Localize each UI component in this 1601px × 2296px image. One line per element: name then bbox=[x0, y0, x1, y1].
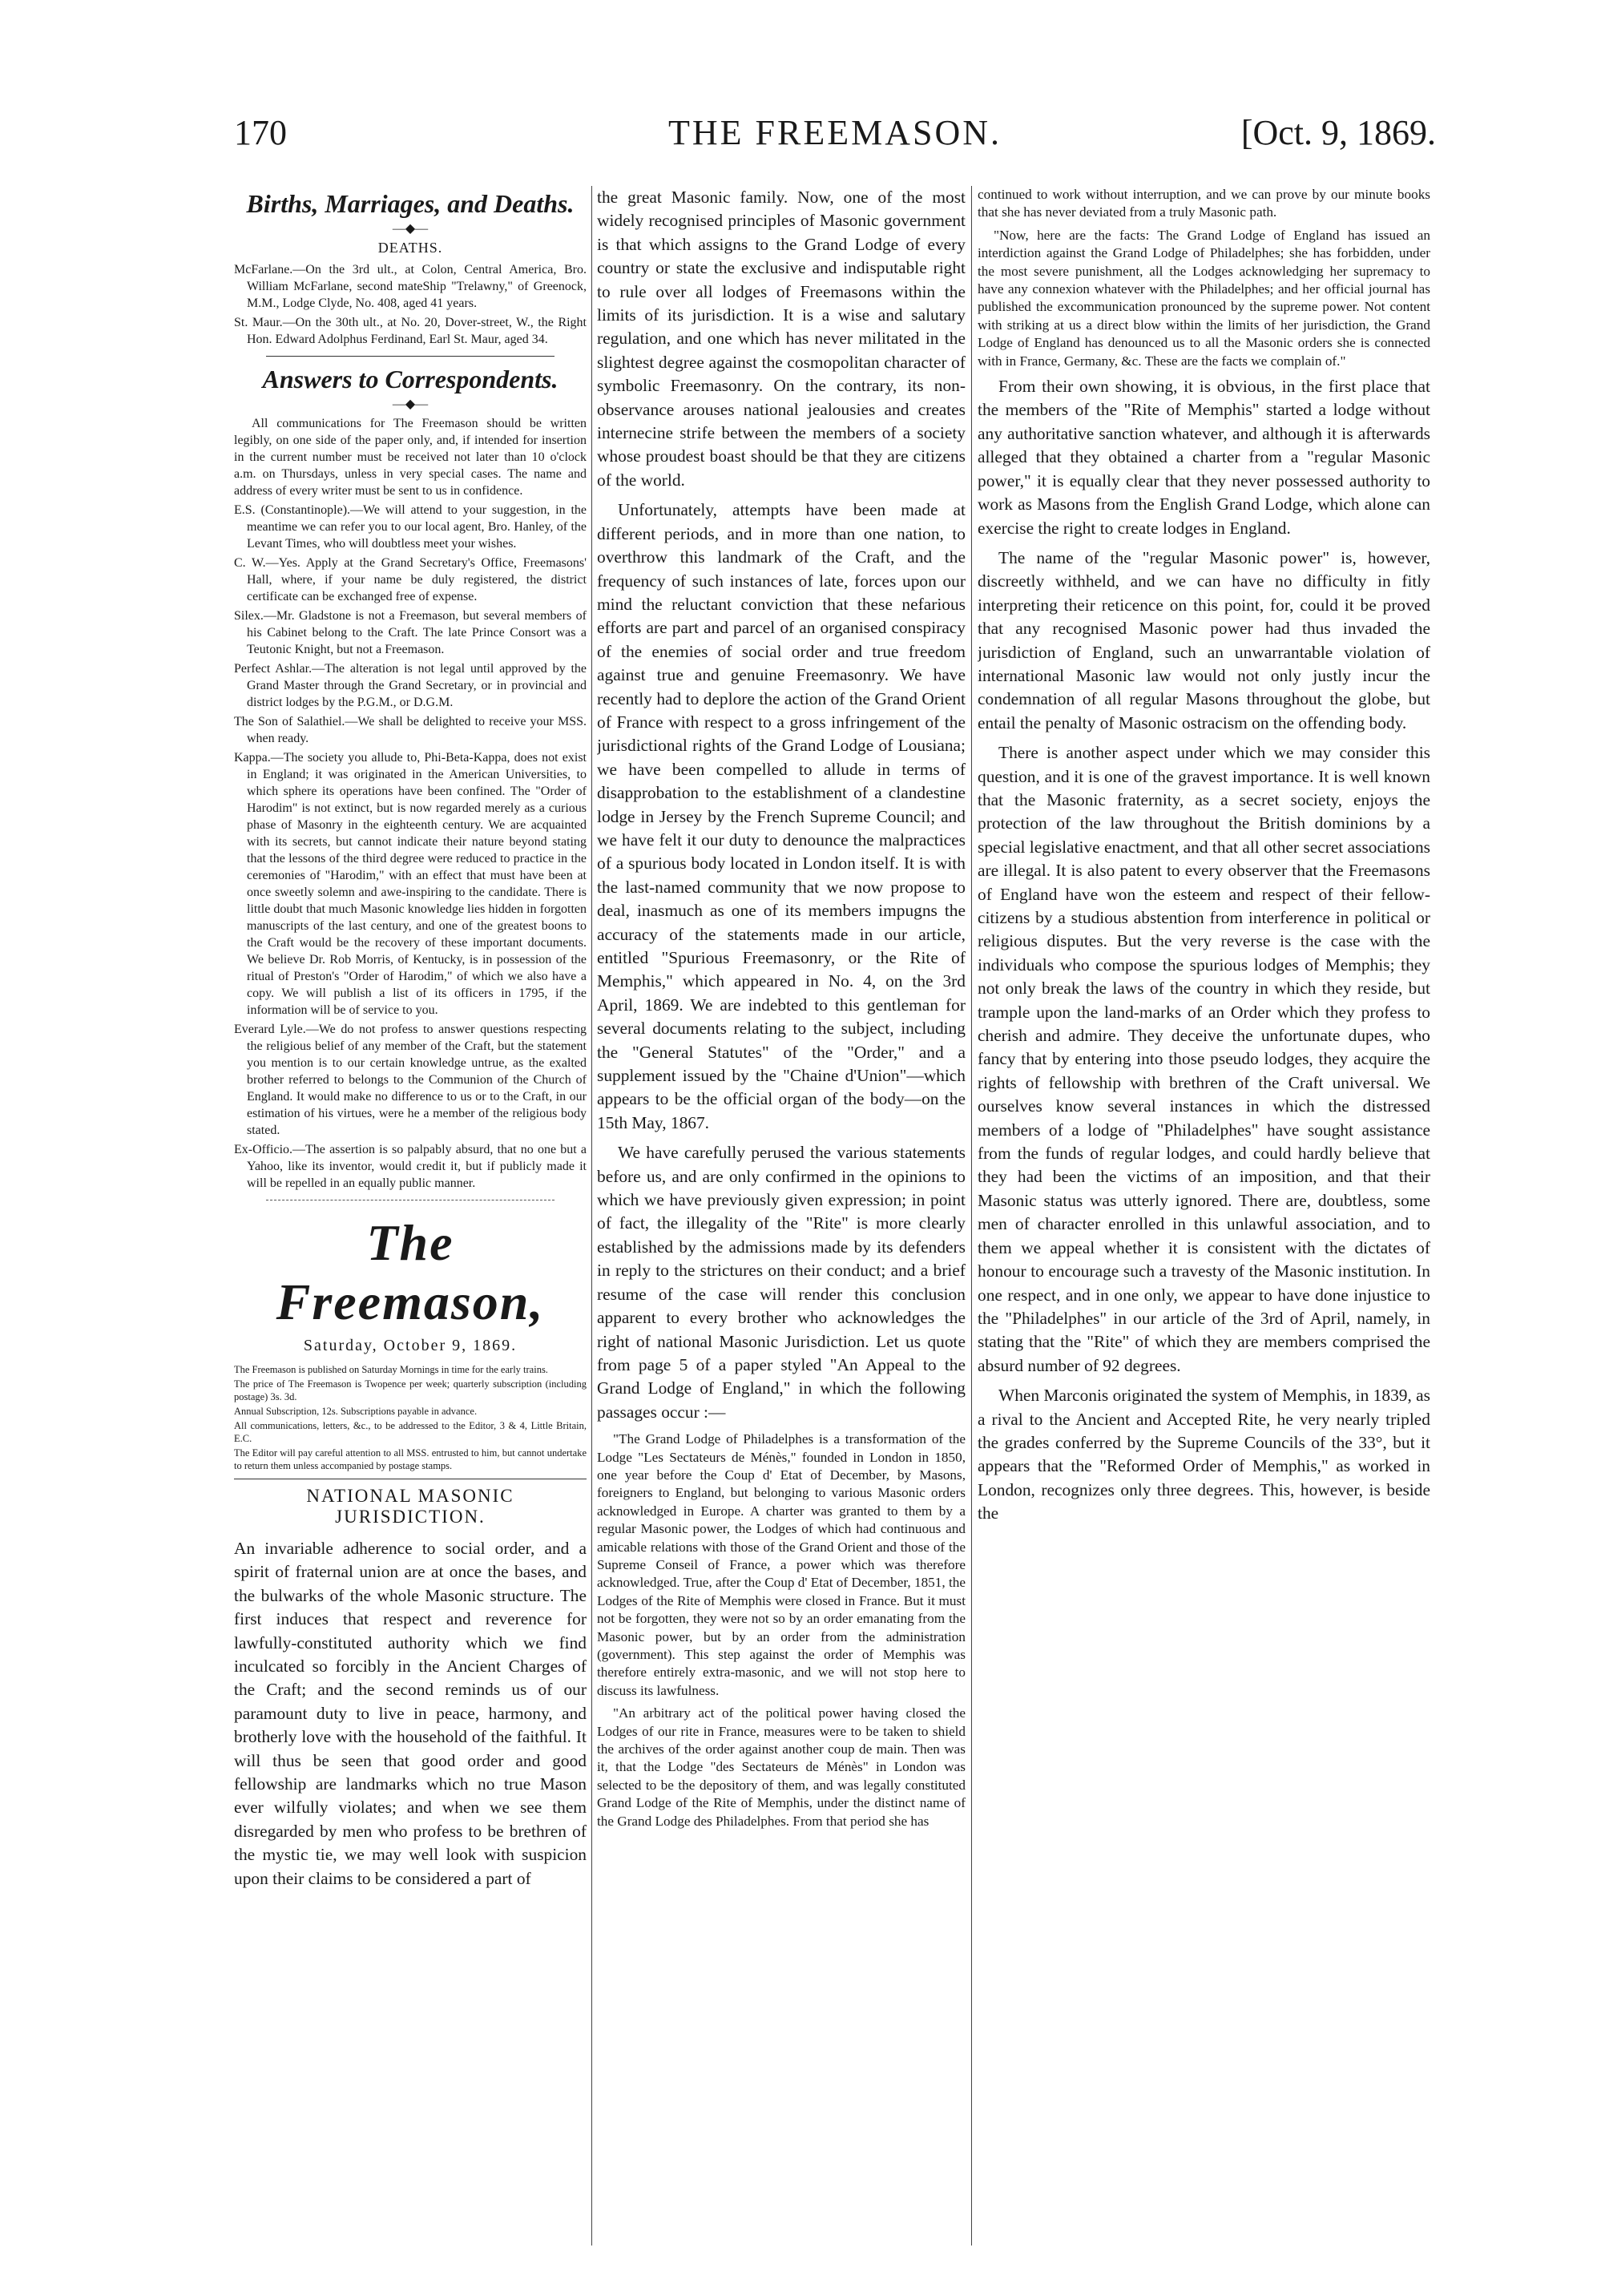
answer-item: Silex.—Mr. Gladstone is not a Freemason, but several members of his Cabinet belong to the Craft. The late Prince Consort was a Teutonic Knight, but not a Freemason. bbox=[234, 609, 587, 656]
running-header bbox=[234, 112, 1436, 160]
article-paragraph: An invariable adherence to social order, and a spirit of fraternal union are at once the bases, and the bulwarks of the whole Masonic structure. The first induces that respect and reverence for lawfully-constituted authority which we find inculcated so forcibly in the Ancient Charges of the Craft; and the second reminds us of our paramount duty to live in peace, harmony, and brotherly love with the household of the faithful. It will thus be seen that good order and good fellowship are landmarks which no true Mason ever wilfully violates; and when we see them disregarded by men who profess to be brethren of the mystic tie, we may well look with suspicion upon their claims to be considered a part of bbox=[234, 1539, 587, 1888]
column-1 bbox=[234, 186, 587, 2248]
ornament: —◆— bbox=[392, 397, 429, 411]
ornament: —◆— bbox=[392, 222, 429, 236]
imprint-line: The price of The Freemason is Twopence per week; quarterly subscription (including postage) 3s. 3d. bbox=[234, 1378, 587, 1402]
column-rule bbox=[971, 186, 972, 2246]
answer-item: Kappa.—The society you allude to, Phi-Beta-Kappa, does not exist in England; it was originated in the American Universities, to which sphere its operations have been confined. The "Order of Harodim" is not extinct, but is now regarded merely as a curious phase of Masonry in the eighteenth century. We are acquainted with its secrets, but cannot indicate their nature beyond stating that the lessons of the third degree were reduced to practice in the ceremonies of "Harodim," with an effect that must have been at once sweetly solemn and awe-inspiring to the candidate. There is little doubt that much Masonic knowledge lies hidden in forgotten manuscripts of the last century, and one of the greatest boons to the Craft would be the recovery of these important documents. We believe Dr. Rob Morris, of Kentucky, is in possession of the ritual of Preston's "Order of Harodim," of which we also have a copy. We will publish a list of its officers in 1795, if the information will be of service to you. bbox=[234, 751, 587, 1017]
answer-item: The Son of Salathiel.—We shall be delighted to receive your MSS. when ready. bbox=[234, 715, 587, 745]
answer-item: Everard Lyle.—We do not profess to answer questions respecting the religious belief of any member of the Craft, but the statement you mention is to our certain knowledge untrue, as the exalted brother referred to belongs to the Communion of the Church of England. It would make no difference to us or to the Craft, in our estimation of his virtues, were he a member of the religious body stated. bbox=[234, 1023, 587, 1137]
imprint-line: Annual Subscription, 12s. Subscriptions payable in advance. bbox=[234, 1406, 478, 1417]
article-paragraph: the great Masonic family. Now, one of the most widely recognised principles of Masonic government is that which assigns to the Grand Lodge of every country or state the exclusive and indisputable right to rule over all lodges of Freemasons within the limits of its jurisdiction. It is a wise and salutary regulation, and one which has never militated in the slightest degree against the cosmopolitan character of symbolic Freemasonry. On the contrary, its non-observance arouses national jealousies and creates internecine strife between the members of a society whose proudest boast should be that they are citizens of the world. bbox=[597, 188, 966, 490]
subheading-deaths: DEATHS. bbox=[377, 240, 443, 256]
column-2 bbox=[597, 186, 966, 2248]
imprint-line: All communications, letters, &c., to be addressed to the Editor, 3 & 4, Little Britain, E.C. bbox=[234, 1420, 587, 1444]
quoted-passage: "An arbitrary act of the political power having closed the Lodges of our rite in France, measures were to be taken to shield the archives of the order against another coup de main. Then was it, that the Lodge "des Sectateurs de Ménès" in London was selected to be the depository of them, and was legally constituted Grand Lodge of the Rite of Memphis, under the distinct name of the Grand Lodge des Philadelphes. From that period she has bbox=[597, 1705, 966, 1829]
article-paragraph: We have carefully perused the various statements before us, and are only confirmed in the opinions to which we have previously given expression; in point of fact, the illegality of the "Rite" is more clearly established by the admissions made by its defenders in reply to the strictures on their conduct; and a brief resume of the case will render this conclusion apparent to every brother who acknowledges the right of national Masonic Jurisdiction. Let us quote from page 5 of a paper styled "An Appeal to the Grand Lodge of England," in which the following passages occur :— bbox=[597, 1143, 966, 1422]
death-notice: St. Maur.—On the 30th ult., at No. 20, Dover-street, W., the Right Hon. Edward Adolphus Ferdinand, Earl St. Maur, aged 34. bbox=[234, 316, 587, 346]
quoted-passage: continued to work without interruption, and we can prove by our minute books that she has never deviated from a truly Masonic path. bbox=[978, 187, 1430, 220]
issue-date: [Oct. 9, 1869. bbox=[1240, 113, 1436, 152]
answer-item: C. W.—Yes. Apply at the Grand Secretary's Office, Freemasons' Hall, where, if your name be duly registered, the district certificate can be exchanged free of expense. bbox=[234, 556, 587, 603]
article-paragraph: There is another aspect under which we may consider this question, and it is one of the gravest importance. It is well known that the Masonic fraternity, as a secret society, enjoys the protection of the law throughout the British dominions by a special legislative enactment, and that all other secret associations are illegal. It is also patent to every observer that the Freemasons of England have won the esteem and respect of their fellow-citizens by a studious abstention from interference in political or religious disputes. But the very reverse is the case with the individuals who compose the spurious lodges of Memphis; they not only break the laws of the country in which they reside, but trample upon the land-marks of an Order which they profess to cherish and admire. They deceive the unfortunate dupes, who fancy that by entering into those pseudo lodges, they acquire the rights of fellowship with brethren of the Craft universal. We ourselves know several instances in which the distressed members of a lodge of "Philadelphes" have sought assistance from the funds of regular lodges, and could hardly believe that they had been the victims of an imposition, and that their Masonic status was utterly ignored. There are, doubtless, some men of character enrolled in this unlawful association, and to them we appeal whether it is consistent with the dictates of honour to encourage such a travesty of the Masonic institution. In one respect, and in one only, we appear to have done injustice to the "Philadelphes" in our article of the 3rd of April, namely, in stating that the "Rite" of which they are members comprised the absurd number of 92 degrees. bbox=[978, 743, 1430, 1375]
publication-title: THE FREEMASON. bbox=[667, 113, 1002, 152]
divider bbox=[266, 356, 555, 357]
article-paragraph: From their own showing, it is obvious, in the first place that the members of the "Rite of Memphis" started a lodge without any authoritative sanction whatever, and although it is afterwards alleged that they obtained a charter from a "regular Masonic power," it is equally clear that they never possessed authority to work as Masons from the English Grand Lodge, which alone can exercise the right to create lodges in England. bbox=[978, 377, 1430, 538]
quoted-passage: "The Grand Lodge of Philadelphes is a transformation of the Lodge "Les Sectateurs de Ménès," founded in London in 1850, one year before the Coup d' Etat of December, by Masons, foreigners to England, but belonging to various Masonic orders acknowledged in Europe. A charter was granted to them by a regular Masonic power, the Lodges of which had continuous and amicable relations with those of the Grand Orient and those of the Supreme Conseil of France, a power which was therefore acknowledged. True, after the Coup d' Etat of December, 1851, the Lodges of the Rite of Memphis were closed in France. But it must not be forgotten, they were not so by an order emanating from the Masonic power, but by an order from the administration (government). This step against the order of Memphis was therefore entirely extra-masonic, and we will not stop here to discuss its lawfulness. bbox=[597, 1431, 966, 1698]
section-heading-answers: Answers to Correspondents. bbox=[262, 365, 559, 393]
answer-item: Ex-Officio.—The assertion is so palpably absurd, that no one but a Yahoo, like its inventor, would credit it, but if publicly made it will be repelled in an equally public manner. bbox=[234, 1143, 587, 1190]
column-3 bbox=[978, 186, 1430, 2248]
article-paragraph: When Marconis originated the system of Memphis, in 1839, as a rival to the Ancient and Accepted Rite, he very nearly tripled the grades conferred by the Supreme Councils of the 33°, but it appears that the "Reformed Order of Memphis," as worked in London, recognizes only three degrees. This, however, is beside the bbox=[978, 1386, 1430, 1523]
newspaper-nameplate: The Freemason, bbox=[276, 1214, 545, 1330]
answers-intro: All communications for The Freemason should be written legibly, on one side of the paper only, and, if intended for insertion in the current number must be received not later than 10 o'clock a.m. on Thursdays, unless in very special cases. The name and address of every writer must be sent to us in confidence. bbox=[234, 417, 587, 498]
dateline: Saturday, October 9, 1869. bbox=[303, 1337, 518, 1354]
death-notice: McFarlane.—On the 3rd ult., at Colon, Central America, Bro. William McFarlane, second mateShip "Trelawny," of Greenock, M.M., Lodge Clyde, No. 408, aged 41 years. bbox=[234, 263, 587, 310]
column-rule bbox=[591, 186, 592, 2246]
article-paragraph: Unfortunately, attempts have been made at different periods, and in more than one nation, to overthrow this landmark of the Craft, and the frequency of such instances of late, forces upon our mind the reluctant conviction that these nefarious efforts are part and parcel of an organised conspiracy of the enemies of social order and true freedom against true and genuine Freemasonry. We have recently had to deplore the action of the Grand Orient of France with respect to a gross infringement of the jurisdictional rights of the Grand Lodge of Lousiana; we have been compelled to allude in terms of disapprobation to the establishment of a clandestine lodge in Jersey by the French Supreme Council; and we have felt it our duty to denounce the malpractices of a spurious body located in London itself. It is with the last-named community that we now propose to deal, inasmuch as one of its members impugns the accuracy of the statements made in our article, entitled "Spurious Freemasonry, or the Rite of Memphis," which appeared in No. 4, on the 3rd April, 1869. We are indebted to this gentleman for several documents relating to the subject, including the "General Statutes" of the "Order," and a supplement issued by the "Chaine d'Union"—which appears to be the official organ of the body—on the 15th May, 1867. bbox=[597, 500, 966, 1132]
imprint-line: The Freemason is published on Saturday Mornings in time for the early trains. bbox=[234, 1364, 548, 1375]
article-title: NATIONAL MASONIC JURISDICTION. bbox=[306, 1486, 514, 1527]
imprint-line: The Editor will pay careful attention to all MSS. entrusted to him, but cannot undertake to return them unless accompanied by postage stamps. bbox=[234, 1447, 587, 1471]
section-heading-births: Births, Marriages, and Deaths. bbox=[246, 189, 575, 218]
page-number: 170 bbox=[234, 113, 287, 152]
answer-item: E.S. (Constantinople).—We will attend to your suggestion, in the meantime we can refer you to our local agent, Bro. Hanley, of the Levant Times, who will doubtless meet your wishes. bbox=[234, 503, 587, 551]
answer-item: Perfect Ashlar.—The alteration is not legal until approved by the Grand Master through the Grand Secretary, or in provincial and district lodges by the P.G.M., or D.G.M. bbox=[234, 662, 587, 709]
quoted-passage: "Now, here are the facts: The Grand Lodge of England has issued an interdiction against the Grand Lodge of Philadelphes; she has forbidden, under the most severe punishment, all the Lodges acknowledging her supremacy to have any connexion whatever with the Philadelphes; and her official journal has published the excommunication pronounced by the supreme power. Not content with striking at us a direct blow within the limits of her jurisdiction, the Grand Lodge of England has denounced us to all the Masonic orders she is connected with in France, Germany, &c. These are the facts we complain of." bbox=[978, 227, 1430, 369]
article-paragraph: The name of the "regular Masonic power" is, however, discreetly withheld, and we can have no difficulty in fitly interpreting their reticence on this point, for, could it be proved that any recognised Masonic power had thus invaded the jurisdiction of England, such an unwarrantable violation of international Masonic law would not only justly incur the condemnation of all regular Masons throughout the globe, but entail the penalty of Masonic ostracism on the offending body. bbox=[978, 547, 1430, 732]
